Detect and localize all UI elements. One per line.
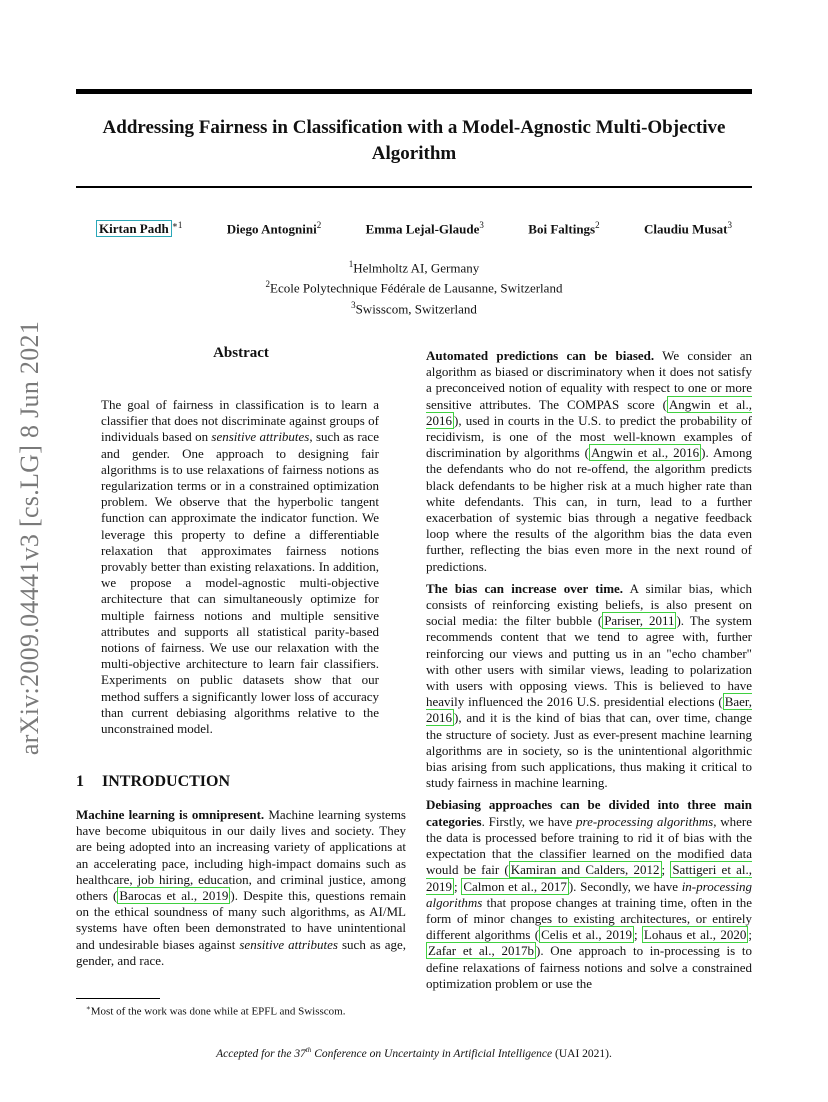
footer-text: Conference on Uncertainty in Artificial Intelligence xyxy=(311,1047,553,1060)
section-heading xyxy=(76,773,230,791)
affiliation-sup: 2 xyxy=(265,279,271,290)
title-rule-bottom xyxy=(76,186,752,188)
text-run: ; xyxy=(748,927,752,943)
affiliation-text: Swisscom, Switzerland xyxy=(355,300,477,316)
citation-link[interactable]: Pariser, 2011 xyxy=(604,613,675,629)
text-run: The goal of fairness in classification is to learn a classifier that does not discriminate against groups of individuals based on xyxy=(101,397,379,445)
text-run: We consider an algorithm as biased or discriminatory when it does not satisfy a preconceived notion of equality with respect to one or more sensitive attributes. The COMPAS score ( xyxy=(426,348,752,412)
page-footer xyxy=(0,1046,828,1060)
paper-title: Addressing Fairness in Classification with a Model-Agnostic Multi-Objective Algorithm xyxy=(102,117,726,164)
citation-link[interactable]: Lohaus et al., 2020 xyxy=(643,927,747,943)
text-run: that propose changes at training time, often in the form of minor changes to existing architectures, or entirely different algorithms ( xyxy=(426,894,752,943)
emphasis: in-processing algorithms xyxy=(426,878,752,910)
right-column xyxy=(426,348,752,998)
text-run: ), used in courts in the U.S. to predict the probability of recidivism, is one of the most well-known examples of discrimination by algorithms ( xyxy=(426,412,752,461)
text-run: ). One approach to in-processing is to define relaxations of fairness notions and solve a constrained optimization problem or use the xyxy=(426,943,752,991)
paragraph-lead: Automated predictions can be biased. xyxy=(426,348,655,363)
intro-paragraph xyxy=(76,807,406,975)
footer-sup: th xyxy=(305,1046,312,1054)
citation-link[interactable]: Angwin et al., 2016 xyxy=(591,445,700,461)
footer-text: (UAI 2021). xyxy=(552,1047,612,1060)
author-sup: ∗1 xyxy=(171,220,183,230)
author-name: Boi Faltings xyxy=(528,221,596,237)
author-sup: 2 xyxy=(595,220,600,230)
text-run: A similar bias, which consists of reinforcing existing beliefs, is also present on social media: the filter bubble ( xyxy=(426,580,752,629)
affiliation-sup: 3 xyxy=(351,299,356,310)
author-name: Claudiu Musat xyxy=(644,221,728,237)
affiliations xyxy=(76,256,752,317)
text-run: Machine learning systems have become ubiquitous in our daily lives and society. They are being adopted into an increasing variety of applications at an accelerating pace, including high-impact domains such as healthcare, job hiring, education, and criminal justice, among others ( xyxy=(76,807,406,904)
abstract-heading: Abstract xyxy=(213,345,269,361)
section-title: INTRODUCTION xyxy=(102,773,231,790)
paragraph xyxy=(426,348,752,575)
affiliation-1 xyxy=(76,256,752,276)
affiliation-sup: 1 xyxy=(348,259,354,269)
text-run: , such as race and gender. One approach to designing fair algorithms is to use relaxations of fairness notions as regularization terms or in a constrained optimization problem. We observe that the hyperbolic tangent function can approximate the indicator function. We leverage this property to define a differentiable relaxation that approximates fairness notions provably better than existing relaxations. In addition, we propose a model-agnostic multi-objective architecture that can simultaneously optimize for multiple fairness notions and multiple sensitive attributes and supports all statistical parity-based notions of fairness. We use our relaxation with the multi-objective architecture to learn fair classifiers. Experiments on public datasets show that our method suffers a significantly lower loss of accuracy than current debiasing algorithms relative to the unconstrained model. xyxy=(101,429,379,737)
author-sup: 2 xyxy=(316,220,322,230)
author-5 xyxy=(644,220,732,237)
footnote xyxy=(86,1004,345,1018)
text-run: ). The system recommends content that we tend to agree with, further reinforcing our views and putting us in an "echo chamber" with other users with similar views, leading to polarization with users with opposing views. This is believed to have heavily influenced the 2016 U.S. presidential elections ( xyxy=(426,613,752,710)
author-4 xyxy=(528,220,599,237)
text-run: ). Despite this, questions remain on the ethical soundness of many such algorithms, as AI/ML systems have often been demonstrated to have unintentional and undesirable biases against xyxy=(76,888,406,952)
footnote-rule xyxy=(76,998,160,999)
text-run: ). Among the defendants who do not re-offend, the algorithm predicts black defendants to be higher risk at a much higher rate than white defendants. This can, in turn, lead to a further exacerbation of systemic bias through a negative feedback loop where the results of the algorithm bias the data even further, reflecting the bias even more in the next round of predictions. xyxy=(426,445,752,574)
text-run: . Firstly, we have xyxy=(481,813,577,829)
footnote-text: Most of the work was done while at EPFL and Swisscom. xyxy=(90,1005,346,1018)
author-list xyxy=(76,220,752,237)
text-run: ), and it is the kind of bias that can, over time, change the structure of society. Just as ever-present machine learning algorithms are in society, so is the unintentional algorithmic bias arising from such applications, thus making it critical to study fairness in machine learning. xyxy=(426,710,752,791)
arxiv-watermark: arXiv:2009.04441v3 [cs.LG] 8 Jun 2021 xyxy=(15,320,44,756)
text-run: ; xyxy=(454,878,462,894)
footer-text: Accepted for the 37 xyxy=(216,1047,306,1060)
citation-link[interactable]: Kamiran and Calders, 2012 xyxy=(510,862,660,878)
affiliation-text: Ecole Polytechnique Fédérale de Lausanne, Switzerland xyxy=(270,280,563,296)
affiliation-3 xyxy=(76,297,752,317)
paragraph-lead: The bias can increase over time. xyxy=(426,580,624,596)
citation-link[interactable]: Zafar et al., 2017b xyxy=(428,943,534,959)
author-2 xyxy=(227,220,321,237)
author-1[interactable] xyxy=(96,220,182,237)
author-sup: 3 xyxy=(479,220,484,230)
author-3 xyxy=(366,220,484,237)
paragraph-lead: Debiasing approaches can be divided into three main categories xyxy=(426,797,752,829)
citation-link[interactable]: Angwin et al., 2016 xyxy=(426,396,752,428)
author-sup: 3 xyxy=(727,220,732,230)
author-name: Diego Antognini xyxy=(226,221,317,237)
text-run: ; xyxy=(661,862,671,878)
citation-link[interactable]: Barocas et al., 2019 xyxy=(119,888,229,904)
text-run: ). Secondly, we have xyxy=(568,878,682,894)
text-run: , where the data is processed before training to rid it of bias with the expectation that the classifier learned on the modified data would be fair ( xyxy=(426,813,752,878)
citation-link[interactable]: Sattigeri et al., 2019 xyxy=(426,862,753,894)
citation-link[interactable]: Celis et al., 2019 xyxy=(541,927,632,943)
text-run: such as age, gender, and race. xyxy=(76,936,406,968)
emphasis: sensitive attributes xyxy=(211,429,310,445)
paragraph xyxy=(426,581,752,792)
author-name: Emma Lejal-Glaude xyxy=(365,221,480,237)
author-link[interactable]: Kirtan Padh xyxy=(96,220,172,237)
abstract-body xyxy=(101,397,379,737)
citation-link[interactable]: Calmon et al., 2017 xyxy=(463,878,567,894)
paragraph-lead: Machine learning is omnipresent. xyxy=(76,807,265,822)
emphasis: sensitive attributes xyxy=(239,936,338,952)
title-rule-top xyxy=(76,89,752,94)
citation-link[interactable]: Baer, 2016 xyxy=(426,694,752,726)
footnote-mark: ∗ xyxy=(86,1004,91,1012)
affiliation-2 xyxy=(76,276,752,296)
emphasis: pre-processing algorithms xyxy=(576,813,714,829)
affiliation-text: Helmholtz AI, Germany xyxy=(353,260,480,276)
paragraph xyxy=(426,797,752,991)
section-number: 1 xyxy=(76,773,84,790)
text-run: ; xyxy=(633,927,642,943)
paragraph xyxy=(76,807,406,969)
